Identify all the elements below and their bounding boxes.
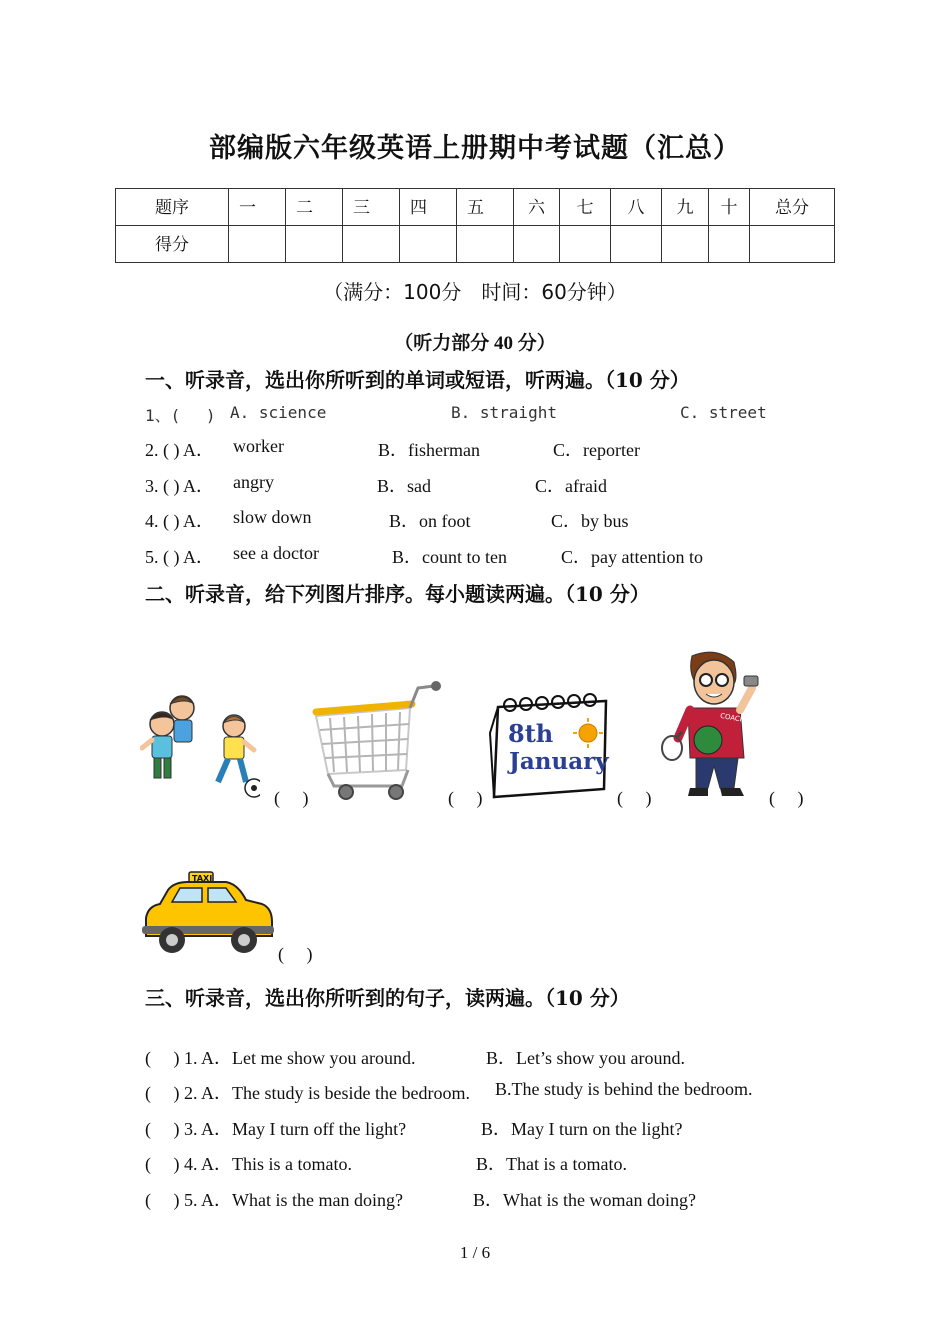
taxi-sign-text: TAXI [192,874,213,883]
score-input-cell[interactable] [560,226,611,263]
shopping-cart-picture [312,678,444,802]
section1-heading: 一、听录音，选出你所听到的单词或短语，听两遍。（10 分） [145,368,690,392]
q3-option-a[interactable]: angry [233,472,274,492]
s3-q4-option-b[interactable]: B．That is a tomato. [476,1154,627,1174]
s3-q3-option-a[interactable]: ( ) 3. A．May I turn off the light? [145,1119,407,1139]
score-table-cell: 五 [457,189,514,226]
q3-number: 3. ( ) A． [145,476,214,496]
score-table-score-row [116,226,835,263]
q3-option-c[interactable]: C．afraid [535,476,607,496]
q1-option-a[interactable]: A. science [230,403,327,422]
score-table-cell: 二 [286,189,343,226]
answer-blank-2[interactable]: ( ) [448,788,483,808]
score-input-cell[interactable] [514,226,560,263]
score-input-cell[interactable] [400,226,457,263]
q1-number: 1、( ) [145,406,216,425]
q4-number: 4. ( ) A． [145,511,214,531]
q5-number: 5. ( ) A． [145,547,214,567]
q2-number: 2. ( ) A． [145,440,214,460]
score-table-cell: 八 [611,189,662,226]
score-table-cell: 四 [400,189,457,226]
calendar-picture [488,693,610,799]
answer-blank-5[interactable]: ( ) [278,944,313,964]
q2-option-b[interactable]: B．fisherman [378,440,480,460]
coach-shirt-text: COACH [719,711,746,725]
q4-option-b[interactable]: B．on foot [389,511,471,531]
q2-option-c[interactable]: C．reporter [553,440,640,460]
score-input-cell[interactable] [709,226,750,263]
answer-blank-4[interactable]: ( ) [769,788,804,808]
answer-blank-3[interactable]: ( ) [617,788,652,808]
score-table-cell: 九 [662,189,709,226]
taxi-picture [142,870,274,958]
answer-blank-1[interactable]: ( ) [274,788,309,808]
calendar-day: 8th [508,719,554,748]
q1-option-b[interactable]: B. straight [451,403,557,422]
score-input-cell[interactable] [286,226,343,263]
score-table-header-row [116,189,835,226]
score-table-cell: 六 [514,189,560,226]
score-input-cell[interactable] [229,226,286,263]
q5-option-c[interactable]: C．pay attention to [561,547,703,567]
exam-info: （满分：100分 时间：60分钟） [323,280,627,304]
q1-option-c[interactable]: C. street [680,403,767,422]
calendar-month: January [509,748,609,775]
q2-option-a[interactable]: worker [233,436,284,456]
kids-football-picture [140,690,260,800]
s3-q5-option-b[interactable]: B．What is the woman doing? [473,1190,696,1210]
score-input-cell[interactable] [457,226,514,263]
q5-option-a[interactable]: see a doctor [233,543,319,563]
section2-heading: 二、听录音，给下列图片排序。每小题读两遍。（10 分） [145,582,650,606]
q5-option-b[interactable]: B．count to ten [392,547,507,567]
q4-option-c[interactable]: C．by bus [551,511,629,531]
score-table-cell: 得分 [116,226,229,263]
score-table [115,188,835,263]
s3-q2-option-a[interactable]: ( ) 2. A．The study is beside the bedroom. [145,1083,470,1103]
s3-q4-option-a[interactable]: ( ) 4. A．This is a tomato. [145,1154,352,1174]
score-input-cell[interactable] [611,226,662,263]
s3-q5-option-a[interactable]: ( ) 5. A．What is the man doing? [145,1190,403,1210]
s3-q1-option-a[interactable]: ( ) 1. A．Let me show you around. [145,1048,416,1068]
q4-option-a[interactable]: slow down [233,507,312,527]
score-input-cell[interactable] [750,226,835,263]
s3-q3-option-b[interactable]: B．May I turn on the light? [481,1119,683,1139]
score-table-cell: 七 [560,189,611,226]
score-input-cell[interactable] [662,226,709,263]
s3-q1-option-b[interactable]: B．Let’s show you around. [486,1048,685,1068]
section3-heading: 三、听录音，选出你所听到的句子，读两遍。（10 分） [145,986,630,1010]
s3-q2-option-b[interactable]: B.The study is behind the bedroom. [495,1079,753,1099]
score-table-cell: 题序 [116,189,229,226]
listening-header: （听力部分 40 分） [394,333,556,354]
score-table-cell: 总分 [750,189,835,226]
q3-option-b[interactable]: B．sad [377,476,431,496]
score-table-cell: 一 [229,189,286,226]
coach-picture [660,648,770,800]
score-table-cell: 十 [709,189,750,226]
page-number: 1 / 6 [459,1243,491,1262]
coach-figure-icon [660,648,770,800]
score-input-cell[interactable] [343,226,400,263]
taxi-car-icon [142,870,274,958]
score-table-cell: 三 [343,189,400,226]
page-title: 部编版六年级英语上册期中考试题（汇总） [209,133,741,164]
